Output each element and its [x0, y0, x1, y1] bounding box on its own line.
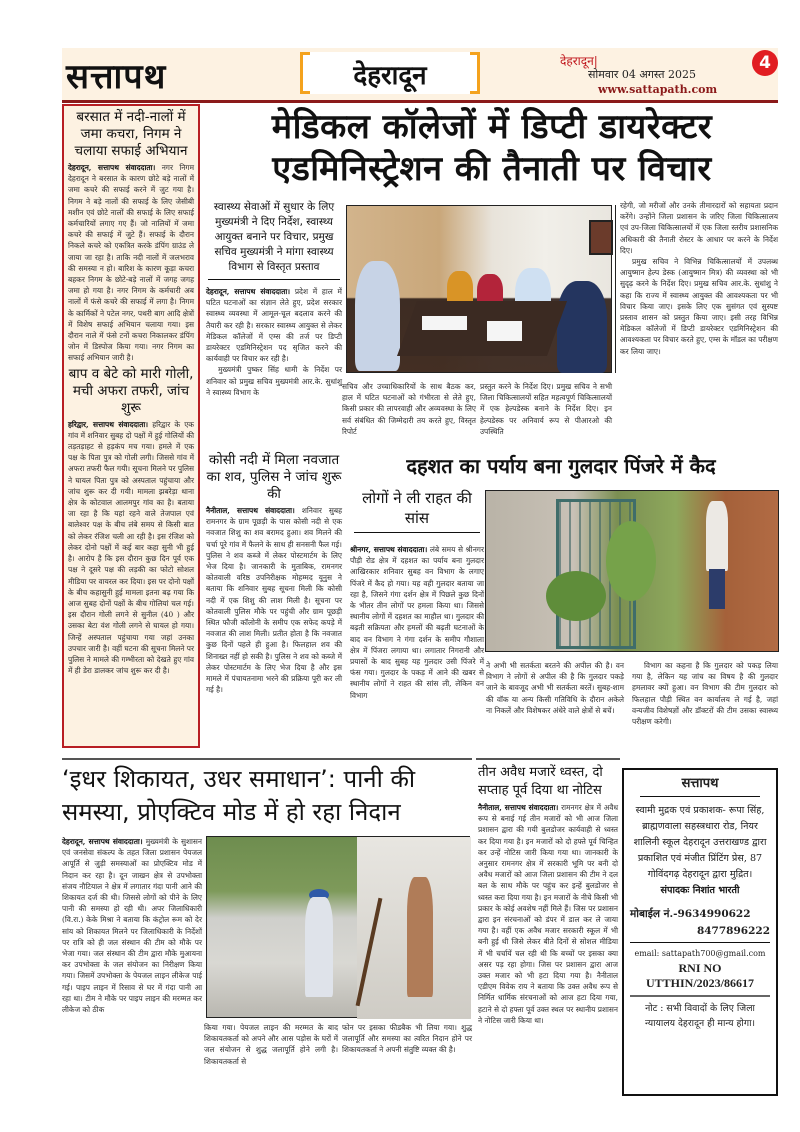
- story-dateline: देहरादून, सत्तापथ संवाददाता।: [206, 287, 291, 296]
- rni-label: RNI NO: [678, 961, 722, 975]
- tv-screen: [589, 220, 613, 255]
- leaves: [546, 571, 606, 621]
- story-dateline: देहरादून, सत्तापथ संवाददाता।: [62, 837, 143, 846]
- story-body: [478, 802, 618, 1026]
- water-story-col1: [62, 836, 202, 1100]
- story-text: फोन पर इसका फीडबैक भी लिया गया। शुद्ध जलापूर्ति और समस्या का त्वरित निदान होने पर शिकायतकर्ता ने अपनी संतुष्टि व्यक्त की है।: [342, 1023, 472, 1055]
- imprint-mobile2: 8477896222: [630, 923, 770, 943]
- lead-headline: मेडिकल कॉलेजों में डिप्टी डायरेक्टर एडमिनिस्ट्रेशन की तैनाती पर विचार: [271, 107, 713, 189]
- kosi-story: [206, 452, 342, 762]
- story-body: [206, 286, 342, 364]
- story-body: [68, 419, 194, 677]
- imprint-box: [622, 768, 778, 1096]
- imprint-editor: संपादकः निशांत भारती: [660, 885, 740, 896]
- story-dateline: नैनीताल, सत्तापथ संवाददाता।: [206, 506, 295, 515]
- imprint-text: स्वामी मुद्रक एवं प्रकाशक- रूपा सिंह, ब्राह्मणवाला सहस्त्रधारा रोड, नियर शालिनी स्कूल देहरादून उत्तराखण्ड द्वारा प्रकाशित एवं मंजीत प्रिंटिंग प्रेस, 87 गोविंदगढ़ देहरादून द्वारा मुद्रित।: [633, 805, 767, 880]
- leopard-subheadline: लोगों ने ली राहत की सांस: [354, 488, 480, 533]
- story-text: रहेगी, जो मरीजों और उनके तीमारदारों को सहायता प्रदान करेंगे। उन्होंने जिला प्रशासन के जरिए जिला चिकित्सालय एवं उप-जिला चिकित्सालयों में एक जिला स्तरीय प्रशासनिक अधिकारी की तैनाती रोस्टर के आधार पर करने के निर्देश दिए।: [620, 201, 778, 255]
- page-number-badge: 4: [752, 50, 778, 76]
- story-text: किया गया। पेयजल लाइन की मरम्मत के बाद शिकायतकर्ता को अपने और आस पड़ोस के घरों में जल संयोजन से शुद्ध जलापूर्ति होने लगी है। शिकायतकर्ता से: [204, 1023, 338, 1066]
- lead-story-col2: [342, 381, 476, 451]
- story-body: [62, 836, 202, 1015]
- rni-number: UTTHIN/2023/86617: [645, 976, 754, 990]
- imprint-note: नोट : सभी विवादों के लिए जिला न्यायालय देहरादून ही मान्य होगा।: [645, 1003, 755, 1029]
- story-text: रामनगर क्षेत्र में अवैध रूप से बनाई गई तीन मजारों को भी आज जिला प्रशासन द्वारा की गयी बुलडोजर कार्यवाही से ध्वस्त कर दिया गया है। इन मजारों को दो हफ्ते पूर्व चिन्हित कर उन्हें नोटिस जारी किया गया था। जानकारी के अनुसार रामनगर क्षेत्र में सरकारी भूमि पर बनी दो अवैध मजारों को आज जिला प्रशासन की टीम ने दल बल के साथ मौके पर पहुंच कर इन्हें बुलडोजर से ध्वस्त करा दिया गया है। इन मजारों के नीचे किसी भी प्रकार के कोई अवशेष नहीं मिले हैं। जिस पर प्रशासन द्वारा इन संरचनाओं को डंपर में डाल कर ले जाया गया है। वहीं एक अवैध मजार सरकारी स्कूल में भी बनी हुई थी जिसे लेकर बीते दिनों से सोशल मीडिया में भी चर्चायें चल रही थी कि बच्चों पर इसका क्या असर पड़ रहा होगा। जिस पर प्रशासन द्वारा आज उक्त मजार को भी हटा दिया गया है। नैनीताल एडीएम विवेक राय ने बताया कि उक्त अवैध रूप से निर्मित धार्मिक संरचनाओं को आज हटा दिया गया, हटाने से दो हफ्ता पूर्व उक्त स्थल पर स्थानीय प्रशासन ने नोटिस जारी किया था।: [478, 803, 619, 1025]
- meeting-photo: [346, 205, 612, 373]
- story-dateline: नैनीताल, सत्तापथ संवाददाता।: [478, 803, 559, 812]
- story-body: [350, 544, 484, 701]
- lead-story-col4: [620, 200, 778, 446]
- story-text: प्रदेश में हाल में घटित घटनाओं का संज्ञान लेते हुए, प्रदेश सरकार स्वास्थ्य व्यवस्था में आमूल-चूल बदलाव करने की तैयारी कर रही है। सरकार स्वास्थ्य आयुक्त से लेकर मेडिकल कॉलेजों में एम्स की तर्ज पर डिप्टी डायरेक्टर एडमिनिस्ट्रेशन पद सृजित करने की कार्यवाही पर विचार कर रही है।: [206, 287, 342, 364]
- mazar-story: [478, 764, 618, 1100]
- leopard-cage-photo: [485, 490, 779, 652]
- water-story-col3: [342, 1022, 472, 1092]
- brand-logo: सत्तापथ: [66, 57, 167, 97]
- edition-box: [300, 52, 480, 94]
- story-text: लंबे समय से श्रीनगर पौड़ी रोड क्षेत्र में दहशत का पर्याय बना गुलदार आखिरकार शनिवार सुबह वन विभाग के लगाए पिंजरे में कैद हो गया। यह वही गुलदार बताया जा रहा है, जिसने गंगा दर्शन क्षेत्र में पिछले कुछ दिनों के भीतर तीन लोगों पर हमला किया था। जिससे स्थानीय लोगों में दहशत का माहौल था। गुलदार की बढ़ती सक्रियता और हमलों की बढ़ती घटनाओं के बाद वन विभाग ने गंगा दर्शन के समीप गौशाला क्षेत्र में पिंजरा लगाया था। लगातार निगरानी और प्रयासों के बाद सुबह यह गुलदार उसी पिंजरे में फंस गया। गुलदार के पकड़ में आने की खबर से स्थानीय लोगों ने राहत की सांस ली, लेकिन वन विभाग: [350, 545, 484, 700]
- story-dateline: देहरादून, सत्तापथ संवाददाता।: [68, 163, 156, 172]
- story-text: हरिद्वार के एक गांव में शनिवार सुबह दो पक्षों में हुई गोलियों की तड़तड़ाहट से हड़कंप मच गया। हमले में एक पक्ष के पिता पुत्र को गोली लगी। जिससे गांव में अफरा तफरी फैल गयी। सूचना मिलने पर पुलिस ने घायल पिता पुत्र को अस्पताल पहुंचाया और जांच शुरू कर दी गयी। मामला झबरेड़ा थाना क्षेत्र के कोटवाल आलमपुर गांव का है। बताया जा रहा है कि यहां रहने वाले तेजपाल एवं बालेश्वर पक्ष के बीच लंबे समय से किसी बात को लेकर रंजिश चली आ रही है। इस रंजिश को लेकर दोनो पक्षों में कई बार कहा सुनी भी हुई है। आरोप है कि इस दौरान कुछ दिन पूर्व एक पक्ष ने दूसरे पक्ष की लड़की का फोटो सोशल मीडिया पर वायरल कर दिया। इस पर दोनो पक्षों के बीच कहासुनी हुई मामला इतना बढ़ गया कि आज सुबह दोनों पक्षों के बीच गोलियां चल गई। इस दौरान गोली लगने से सुनील (40 ) और उसका बेटा वंश गोली लगने से घायल हो गया। जिन्हें अस्पताल पहुंचाया गया जहां उनका उपचार जारी है। वहीं घटना की सूचना मिलने पर पुलिस ने मामले की गम्भीरता को देखते हुए गांव में ही डेरा डालकर जांच शुरू कर दी है।: [68, 419, 194, 676]
- leaves: [606, 521, 656, 601]
- story-text: मुख्यमंत्री पुष्कर सिंह धामी के निर्देश पर शनिवार को प्रमुख सचिव मुख्यमंत्री आर.के. सुधांशु ने स्वास्थ्य विभाग के: [206, 365, 342, 397]
- person: [706, 501, 728, 571]
- section-rule: [62, 758, 472, 760]
- bracket-right-icon: [470, 52, 480, 94]
- person: [355, 261, 400, 371]
- person: [557, 281, 607, 373]
- story-text: प्रस्तुत करने के निर्देश दिए। प्रमुख सचिव ने सभी जिला चिकित्सालयों सहित महत्वपूर्ण चिकित्सालयों में एक हेल्पडेस्क बनाने के निर्देश दिए। इन हेल्पडेस्क पर अनिवार्य रूप से पीआरओ की उपस्थिति: [480, 382, 612, 436]
- leopard-headline: दहशत का पर्याय बना गुलदार पिंजरे में कैद: [406, 454, 716, 478]
- column-rule: [615, 205, 616, 373]
- story-headline: तीन अवैध मजारें ध्वस्त, दो सप्ताह पूर्व दिया था नोटिस: [478, 765, 603, 798]
- edition-name: देहरादून: [353, 61, 427, 91]
- person: [305, 897, 333, 997]
- story-body: [68, 162, 194, 364]
- leopard-subhead-box: [350, 488, 484, 542]
- imprint-rni: [630, 961, 770, 997]
- lead-story-col3: [480, 381, 612, 451]
- story-dateline: हरिद्वार, सत्तापथ संवाददाता।: [68, 419, 149, 429]
- masthead-rule: [62, 100, 778, 103]
- section-rule: [476, 758, 620, 760]
- story-text: विभाग का कहना है कि गुलदार को पकड़ लिया गया है, लेकिन यह जांच का विषय है की गुलदार हमलावर क्यों हुआ। वन विभाग की टीम गुलदार को फिलहाल पौड़ी स्थित वन कार्यालय ले गई है, जहां वन्यजीव विशेषज्ञों और डॉक्टरों की टीम उसका स्वास्थ्य परीक्षण करेगी।: [632, 661, 778, 727]
- paper: [487, 321, 522, 341]
- story-headline: बरसात में नदी-नालों में जमा कचरा, निगम ने चलाया सफाई अभियान: [74, 109, 188, 159]
- leopard-story-col2: [486, 660, 624, 760]
- imprint-email[interactable]: email: sattapath700@gmail.com: [634, 949, 766, 958]
- story-body: [206, 505, 342, 695]
- story-text: मुख्यमंत्री के सुशासन एवं जनसेवा संकल्प के तहत जिला प्रशासन पेयजल आपूर्ति से जुड़ी समस्याओं का प्रोएक्टिव मोड में निदान कर रहा है। दून जाखन क्षेत्र से उपभोक्ता संजय नौटियाल ने क्षेत्र में लगातार गंदा पानी आने की शिकायत दर्ज की थी। जिससे लोगों को पीने के लिए पानी की समस्या हो रही थी। अपर जिलाधिकारी (वि.रा.) केके मिश्रा ने बताया कि कंट्रोल रूम को देर सांय को शिकायत मिलने पर जिलाधिकारी के निर्देशों पर रात्रि को ही जल संस्थान की टीम को मौके पर भेजा गया। जल संस्थान की टीम द्वारा मौके मुआयना कर उपभोक्ता के जल संयोजन का निरीक्षण किया गया। जिसमें उपभोक्ता के पेयजल लाइन लीकेज पाई गई। पाइप लाइन में रिसाव से घर में गंदा पानी आ रहा था। टीम ने मौके पर पाइप लाइन की मरम्मत कर लीकेज को ठीक: [62, 837, 202, 1015]
- masthead-city: देहरादून|: [560, 54, 598, 68]
- water-headline: ‘इधर शिकायत, उधर समाधान’: पानी की समस्या, प्रोएक्टिव मोड में हो रहा निदान: [62, 765, 416, 826]
- story-headline: बाप व बेटे को मारी गोली, मची अफरा तफरी, जांच शुरू: [68, 365, 194, 416]
- lead-story-col1: [206, 200, 342, 397]
- person: [407, 877, 433, 997]
- story-text: नगर निगम देहरादून ने बरसात के कारण छोटे बड़े नालों में जमा कचरे की सफाई करने में जुट गया है। निगम ने बड़े नालों की सफाई के लिए जेसीबी मशीन एवं छोटे नालों की सफाई के लिए सफाई कर्मचारियों लगाए गए हैं। जो नालियों में जमा कचरे की सफाई में जुटे हैं। सफाई के दौरान निकले कचरे को एकत्रित करके डंपिंग ग्राउंड ले जाया जा रहा है। ताकि नदी नालों में जलभराव की समस्या न हो। बारिश के कारण कूड़ा कचरा बहकर निगम के छोटे-बड़े नालों में जगह जगह जमा हो गया है। नगर निगम के कर्मचारी अब नालों में फंसे कचरे की सफाई में लगा है। निगम के कार्मिकों ने पटेल नगर, पथरी बाग आदि क्षेत्रों में विशेष सफाई अभियान चलाया गया। इस दौरान नाले में फंसे टनों कचरा निकालकर डंपिंग जोन में डिस्पोज किया गया। नगर निगम का सफाई अभियान जारी है।: [68, 163, 194, 363]
- story-text: प्रमुख सचिव ने विभिन्न चिकित्सालयों में उपलब्ध आयुष्मान हेल्प डेस्क (आयुष्मान मित्र) की व्यवस्था को भी सुदृढ़ करने के निर्देश दिए। प्रमुख सचिव आर.के. सुधांशु ने कहा कि राज्य में स्वास्थ्य आयुक्त की आवश्यकता पर भी विचार किया जाए। इसके लिए एक सुसंगत एवं सुस्पष्ट प्रस्ताव शासन को प्रस्तुत किया जाए। इसी तरह विभिन्न मेडिकल कॉलेजों में डिप्टी डायरेक्टर एडमिनिस्ट्रेशन की आवश्यकता पर विचार करते हुए, एम्स के मॉडल का परीक्षण कर लिया जाए।: [620, 257, 779, 356]
- story-text: सचिव और उच्चाधिकारियों के साथ बैठक कर, हाल में घटित घटनाओं को गंभीरता से लेते हुए, किसी प्रकार की लापरवाही और अव्यवस्था के लिए सर्व संबंधित की जिम्मेदारी तय करते हुए, विस्तृत रिपोर्ट: [342, 382, 476, 436]
- masthead-date: सोमवार 04 अगस्त 2025: [588, 68, 696, 81]
- masthead-website[interactable]: www.sattapath.com: [598, 83, 718, 96]
- story-text: शनिवार सुबह रामनगर के ग्राम पूछड़ी के पास कोसी नदी से एक नवजात शिशु का शव बरामद हुआ। शव मिलने की चर्चा पूरे गांव में फैलने के साथ ही सनसनी फैल गई। पुलिस ने शव कब्जे में लेकर पोस्टमार्टम के लिए भेज दिया है। जानकारी के मुताबिक, रामनगर कोतवाली वरिष्ठ उपनिरीक्षक मोहम्मद यूनुस ने बताया कि शनिवार सुबह सूचना मिली कि कोसी नदी में एक शिशु की लाश मिली है। सूचना पर कोतवाली पुलिस मौके पर पहुंची और ग्राम पूछड़ी स्थित फौजी कॉलोनी के समीप एक सफेद कपड़े में नवजात की लाश मिली। प्रतीत होता है कि नवजात कुछ दिनों पहले ही हुआ है। फिलहाल शव की शिनाख्त नहीं हो सकी है। पुलिस ने शव को कब्जे में लेकर पोस्टमार्टम के लिए भेज दिया है और इस मामले में पंचायतनामा भरने की प्रक्रिया पूरी कर ली गई है।: [206, 506, 342, 695]
- story-text: ने अभी भी सतर्कता बरतने की अपील की है। वन विभाग ने लोगों से अपील की है कि गुलदार पकड़े जाने के बावजूद अभी भी सतर्कता बरतें। सुबह-शाम की वॉक या अन्य किसी गतिविधि के दौरान अकेले ना निकलें और विशेषकर अंधेरे वाले क्षेत्रों से बचें।: [486, 661, 624, 715]
- lead-subheadline: स्वास्थ्य सेवाओं में सुधार के लिए मुख्यमंत्री ने दिए निर्देश, स्वास्थ्य आयुक्त बनाने पर विचार, प्रमुख सचिव मुख्यमंत्री ने मांगा स्वास्थ्य विभाग से विस्तृत प्रस्ताव: [208, 200, 340, 280]
- imprint-mobile: मोबाईल नं.-9634990622: [630, 908, 751, 920]
- story-headline: कोसी नदी में मिला नवजात का शव, पुलिस ने जांच शुरू की: [206, 452, 342, 502]
- imprint-title: सत्तापथ: [640, 776, 760, 797]
- paper: [422, 316, 467, 330]
- masthead-dateline: [560, 52, 750, 96]
- water-story-col2: [204, 1022, 338, 1092]
- person-legs: [709, 569, 725, 609]
- left-column-box: [62, 104, 200, 748]
- pipeline-repair-photo: [206, 836, 470, 1018]
- leopard-story-col1: [350, 544, 484, 760]
- leopard-story-col3: [632, 660, 778, 760]
- story-dateline: श्रीनगर, सत्तापथ संवाददाता।: [350, 545, 428, 554]
